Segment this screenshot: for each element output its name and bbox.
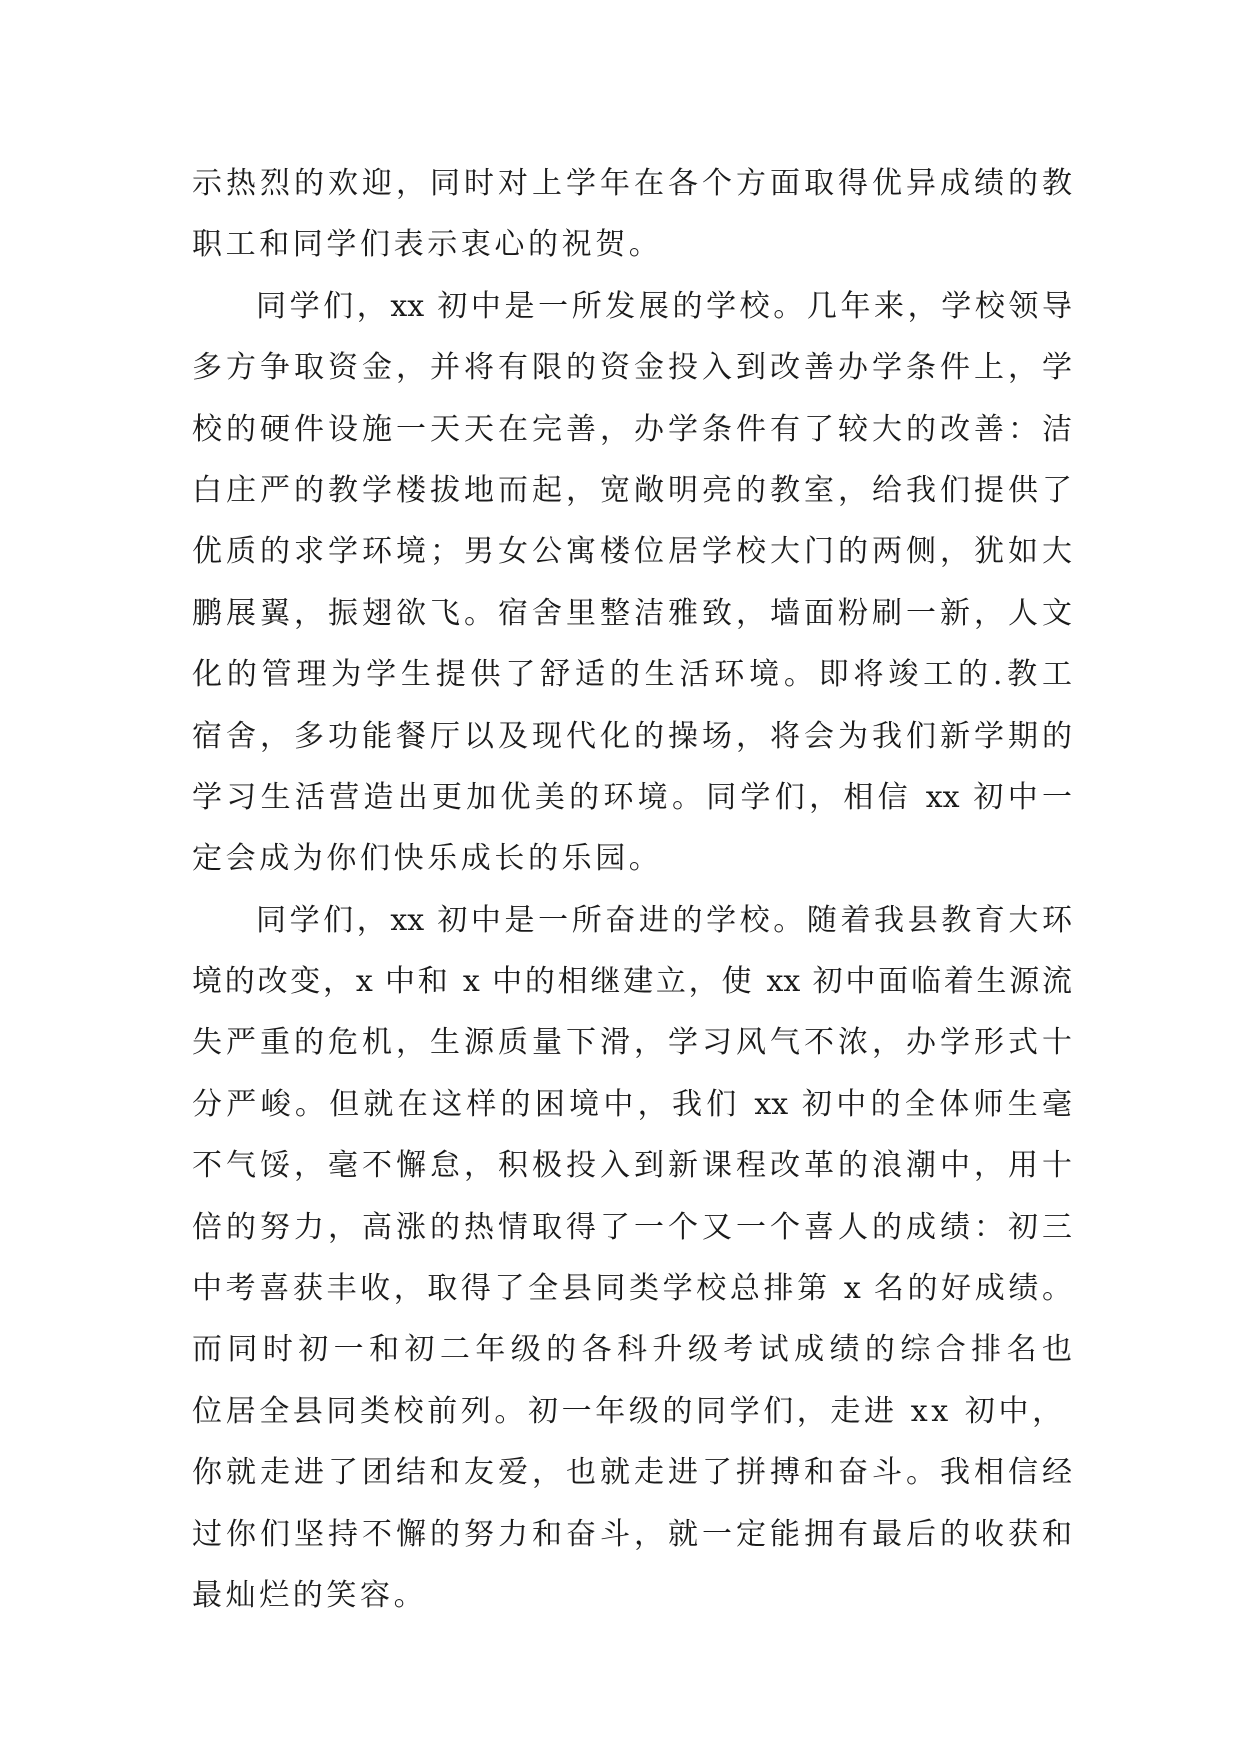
text-line: 优质的求学环境；男女公寓楼位居学校大门的两侧，犹如大 [192, 534, 1072, 570]
text-line: 多方争取资金，并将有限的资金投入到改善办学条件上，学 [192, 350, 1072, 386]
paragraph-3 [192, 890, 1072, 1627]
text-line: 分严峻。但就在这样的困境中，我们 xx 初中的全体师生毫 [192, 1086, 1072, 1122]
text-line: 你就走进了团结和友爱，也就走进了拼搏和奋斗。我相信经 [192, 1455, 1072, 1491]
text-line: 位居全县同类校前列。初一年级的同学们，走进 xx 初中， [192, 1393, 1066, 1429]
text-line: 同学们，xx 初中是一所奋进的学校。随着我县教育大环 [256, 902, 1072, 938]
text-line: 化的管理为学生提供了舒适的生活环境。即将竣工的.教工 [192, 657, 1072, 693]
text-line: 中考喜获丰收，取得了全县同类学校总排第 x 名的好成绩。 [192, 1271, 1072, 1307]
text-line: 职工和同学们表示衷心的祝贺。 [192, 227, 663, 263]
text-line: 境的改变，x 中和 x 中的相继建立，使 xx 初中面临着生源流 [192, 964, 1072, 1000]
paragraph-2 [192, 276, 1072, 890]
text-line: 校的硬件设施一天天在完善，办学条件有了较大的改善：洁 [192, 411, 1072, 447]
text-line: 而同时初一和初二年级的各科升级考试成绩的综合排名也 [192, 1332, 1072, 1368]
text-line: 同学们，xx 初中是一所发展的学校。几年来，学校领导 [256, 288, 1072, 324]
text-line: 定会成为你们快乐成长的乐园。 [192, 841, 663, 877]
text-line: 白庄严的教学楼拔地而起，宽敞明亮的教室，给我们提供了 [192, 472, 1072, 508]
text-line: 示热烈的欢迎，同时对上学年在各个方面取得优异成绩的教 [192, 166, 1072, 201]
text-line: 最灿烂的笑容。 [192, 1577, 428, 1613]
text-line: 鹏展翼，振翅欲飞。宿舍里整洁雅致，墙面粉刷一新，人文 [192, 595, 1072, 631]
text-line: 过你们坚持不懈的努力和奋斗，就一定能拥有最后的收获和 [192, 1516, 1072, 1552]
body-text [192, 153, 1072, 1626]
text-line: 倍的努力，高涨的热情取得了一个又一个喜人的成绩：初三 [192, 1209, 1072, 1245]
text-line: 不气馁，毫不懈怠，积极投入到新课程改革的浪潮中，用十 [192, 1148, 1072, 1184]
paragraph-1 [192, 153, 1072, 276]
text-line: 失严重的危机，生源质量下滑，学习风气不浓，办学形式十 [192, 1025, 1072, 1061]
text-line: 宿舍，多功能餐厅以及现代化的操场，将会为我们新学期的 [192, 718, 1072, 754]
text-line: 学习生活营造出更加优美的环境。同学们，相信 xx 初中一 [192, 779, 1072, 815]
